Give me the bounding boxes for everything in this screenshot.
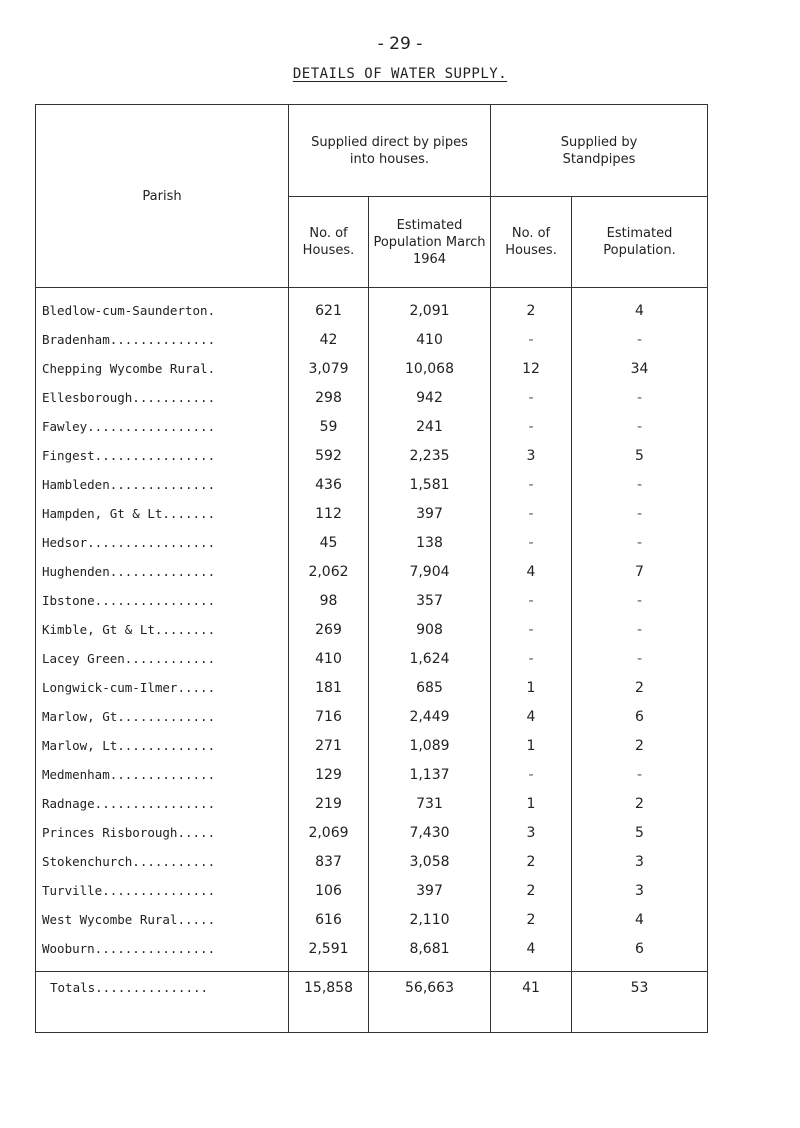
cell-direct-population: 685	[369, 673, 491, 702]
cell-direct-houses: 621	[289, 288, 369, 326]
cell-direct-population: 410	[369, 325, 491, 354]
cell-direct-houses: 45	[289, 528, 369, 557]
cell-parish: Bledlow-cum-Saunderton.	[36, 288, 289, 326]
cell-standpipe-population: -	[572, 644, 708, 673]
table-row	[36, 557, 708, 586]
cell-parish: Princes Risborough.....	[36, 818, 289, 847]
cell-standpipe-houses: -	[491, 412, 572, 441]
cell-parish: Fingest................	[36, 441, 289, 470]
table-row	[36, 412, 708, 441]
cell-direct-population: 1,581	[369, 470, 491, 499]
cell-parish: Longwick-cum-Ilmer.....	[36, 673, 289, 702]
cell-standpipe-population: -	[572, 499, 708, 528]
header-standpipe-population: Estimated Population.	[572, 197, 708, 288]
cell-direct-population: 397	[369, 499, 491, 528]
cell-parish: Radnage................	[36, 789, 289, 818]
cell-direct-population: 2,110	[369, 905, 491, 934]
cell-direct-population: 8,681	[369, 934, 491, 972]
cell-standpipe-houses: 4	[491, 934, 572, 972]
cell-standpipe-houses: 1	[491, 731, 572, 760]
cell-standpipe-population: -	[572, 383, 708, 412]
cell-parish: Marlow, Lt.............	[36, 731, 289, 760]
cell-standpipe-houses: 2	[491, 876, 572, 905]
cell-standpipe-population: -	[572, 325, 708, 354]
cell-direct-houses: 2,069	[289, 818, 369, 847]
cell-standpipe-houses: 1	[491, 673, 572, 702]
totals-direct-population: 56,663	[369, 972, 491, 1033]
cell-direct-population: 908	[369, 615, 491, 644]
cell-parish: West Wycombe Rural.....	[36, 905, 289, 934]
cell-standpipe-population: -	[572, 528, 708, 557]
cell-standpipe-houses: 3	[491, 441, 572, 470]
cell-direct-houses: 106	[289, 876, 369, 905]
cell-direct-houses: 271	[289, 731, 369, 760]
cell-standpipe-houses: 2	[491, 847, 572, 876]
header-supplied-standpipes: Supplied by Standpipes	[491, 105, 708, 197]
cell-direct-houses: 410	[289, 644, 369, 673]
table-row	[36, 499, 708, 528]
cell-standpipe-population: 5	[572, 818, 708, 847]
cell-direct-houses: 59	[289, 412, 369, 441]
cell-standpipe-population: 34	[572, 354, 708, 383]
cell-direct-population: 1,089	[369, 731, 491, 760]
cell-direct-population: 397	[369, 876, 491, 905]
header-parish: Parish	[36, 105, 289, 288]
table-row	[36, 760, 708, 789]
cell-standpipe-population: 7	[572, 557, 708, 586]
cell-standpipe-population: 6	[572, 702, 708, 731]
table-row	[36, 354, 708, 383]
page-number: - 29 -	[377, 34, 423, 54]
table-row	[36, 789, 708, 818]
cell-standpipe-population: 6	[572, 934, 708, 972]
cell-parish: Hedsor.................	[36, 528, 289, 557]
cell-standpipe-population: -	[572, 470, 708, 499]
cell-parish: Medmenham..............	[36, 760, 289, 789]
cell-direct-population: 7,904	[369, 557, 491, 586]
water-supply-table	[35, 104, 708, 1033]
header-supplied-direct: Supplied direct by pipes into houses.	[289, 105, 491, 197]
cell-standpipe-houses: 4	[491, 702, 572, 731]
cell-standpipe-population: 5	[572, 441, 708, 470]
cell-parish: Ibstone................	[36, 586, 289, 615]
cell-parish: Wooburn................	[36, 934, 289, 972]
cell-direct-houses: 112	[289, 499, 369, 528]
totals-label: Totals...............	[36, 972, 289, 1033]
cell-direct-population: 7,430	[369, 818, 491, 847]
cell-direct-population: 3,058	[369, 847, 491, 876]
cell-direct-population: 942	[369, 383, 491, 412]
table-row	[36, 528, 708, 557]
table-row	[36, 586, 708, 615]
cell-standpipe-population: 4	[572, 288, 708, 326]
cell-direct-population: 2,091	[369, 288, 491, 326]
table-row	[36, 441, 708, 470]
table-row	[36, 876, 708, 905]
cell-standpipe-population: 3	[572, 876, 708, 905]
page-title	[0, 66, 800, 82]
table-row	[36, 644, 708, 673]
table-row	[36, 325, 708, 354]
cell-direct-houses: 181	[289, 673, 369, 702]
cell-direct-population: 1,624	[369, 644, 491, 673]
cell-standpipe-houses: -	[491, 383, 572, 412]
cell-standpipe-houses: -	[491, 470, 572, 499]
cell-direct-population: 2,235	[369, 441, 491, 470]
cell-parish: Hambleden..............	[36, 470, 289, 499]
cell-direct-population: 357	[369, 586, 491, 615]
cell-standpipe-houses: -	[491, 528, 572, 557]
cell-parish: Hughenden..............	[36, 557, 289, 586]
cell-standpipe-houses: 12	[491, 354, 572, 383]
table-row	[36, 905, 708, 934]
cell-standpipe-population: 3	[572, 847, 708, 876]
cell-standpipe-houses: 2	[491, 288, 572, 326]
cell-direct-population: 10,068	[369, 354, 491, 383]
header-standpipe-houses: No. of Houses.	[491, 197, 572, 288]
cell-direct-population: 731	[369, 789, 491, 818]
cell-standpipe-population: 4	[572, 905, 708, 934]
cell-standpipe-population: -	[572, 412, 708, 441]
cell-direct-houses: 616	[289, 905, 369, 934]
cell-direct-houses: 837	[289, 847, 369, 876]
totals-standpipe-houses: 41	[491, 972, 572, 1033]
cell-standpipe-houses: -	[491, 615, 572, 644]
table-row	[36, 615, 708, 644]
cell-direct-houses: 436	[289, 470, 369, 499]
cell-direct-houses: 129	[289, 760, 369, 789]
cell-parish: Turville...............	[36, 876, 289, 905]
cell-direct-population: 2,449	[369, 702, 491, 731]
cell-standpipe-houses: 3	[491, 818, 572, 847]
cell-standpipe-houses: -	[491, 499, 572, 528]
cell-direct-houses: 2,591	[289, 934, 369, 972]
cell-direct-houses: 3,079	[289, 354, 369, 383]
totals-row	[36, 972, 708, 1033]
cell-parish: Chepping Wycombe Rural.	[36, 354, 289, 383]
cell-direct-houses: 269	[289, 615, 369, 644]
cell-standpipe-population: 2	[572, 731, 708, 760]
cell-standpipe-houses: -	[491, 644, 572, 673]
page-title-text: DETAILS OF WATER SUPPLY.	[292, 66, 508, 82]
totals-standpipe-population: 53	[572, 972, 708, 1033]
cell-parish: Bradenham..............	[36, 325, 289, 354]
table-row	[36, 383, 708, 412]
cell-direct-houses: 98	[289, 586, 369, 615]
totals-direct-houses: 15,858	[289, 972, 369, 1033]
table-row	[36, 702, 708, 731]
cell-parish: Lacey Green............	[36, 644, 289, 673]
cell-standpipe-population: 2	[572, 789, 708, 818]
table-row	[36, 934, 708, 972]
table-body	[36, 288, 708, 972]
cell-parish: Marlow, Gt.............	[36, 702, 289, 731]
cell-parish: Ellesborough...........	[36, 383, 289, 412]
cell-standpipe-houses: 2	[491, 905, 572, 934]
cell-direct-population: 241	[369, 412, 491, 441]
cell-direct-population: 138	[369, 528, 491, 557]
cell-standpipe-population: -	[572, 760, 708, 789]
cell-standpipe-houses: -	[491, 325, 572, 354]
cell-standpipe-houses: -	[491, 586, 572, 615]
table-row	[36, 818, 708, 847]
cell-standpipe-population: -	[572, 615, 708, 644]
table-row	[36, 470, 708, 499]
cell-standpipe-houses: 1	[491, 789, 572, 818]
table-row	[36, 288, 708, 326]
cell-direct-population: 1,137	[369, 760, 491, 789]
cell-parish: Kimble, Gt & Lt........	[36, 615, 289, 644]
header-direct-population: Estimated Population March 1964	[369, 197, 491, 288]
cell-direct-houses: 2,062	[289, 557, 369, 586]
cell-direct-houses: 592	[289, 441, 369, 470]
cell-direct-houses: 42	[289, 325, 369, 354]
cell-standpipe-houses: -	[491, 760, 572, 789]
cell-standpipe-population: -	[572, 586, 708, 615]
cell-parish: Stokenchurch...........	[36, 847, 289, 876]
cell-standpipe-houses: 4	[491, 557, 572, 586]
cell-direct-houses: 716	[289, 702, 369, 731]
cell-direct-houses: 298	[289, 383, 369, 412]
table-row	[36, 731, 708, 760]
header-direct-houses: No. of Houses.	[289, 197, 369, 288]
cell-parish: Fawley.................	[36, 412, 289, 441]
cell-standpipe-population: 2	[572, 673, 708, 702]
cell-direct-houses: 219	[289, 789, 369, 818]
table-row	[36, 847, 708, 876]
cell-parish: Hampden, Gt & Lt.......	[36, 499, 289, 528]
table-row	[36, 673, 708, 702]
